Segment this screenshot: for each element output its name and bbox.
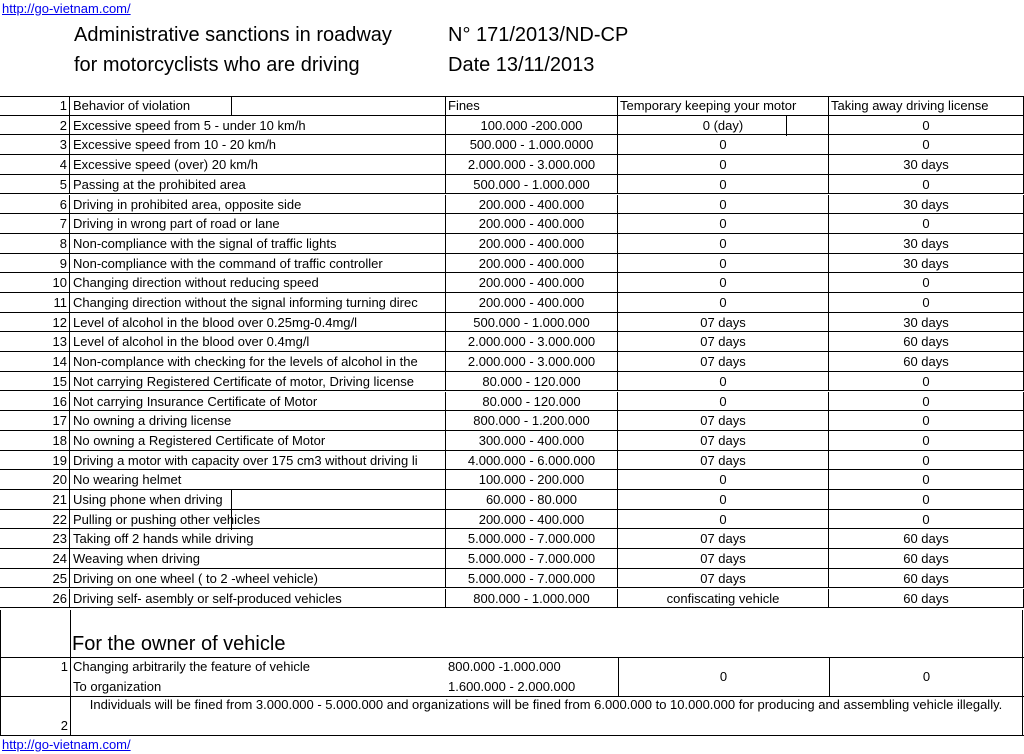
row-num: 12 [0,313,70,332]
row-fines: 100.000 - 200.000 [446,470,618,489]
row-fines: 200.000 - 400.000 [446,293,618,312]
row-keeping: 07 days [618,549,829,568]
row-keeping: 0 [618,175,829,194]
row-keeping: confiscating vehicle [618,589,829,608]
row-behavior: Driving in wrong part of road or lane [70,214,446,233]
row-fines: 800.000 - 1.200.000 [446,411,618,430]
row-keeping: 07 days [618,451,829,470]
owner-row1-behavior-a: Changing arbitrarily the feature of vehicle [73,659,311,674]
row-keeping: 0 [618,254,829,273]
row-num: 10 [0,273,70,292]
table-row [0,332,1024,352]
table-row [0,372,1024,392]
row-license: 60 days [829,549,1024,568]
row-keeping: 07 days [618,411,829,430]
table-row [0,490,1024,510]
table-row [0,431,1024,451]
table-row [0,195,1024,215]
table-row [0,529,1024,549]
row-behavior: Pulling or pushing other vehicles [70,510,446,529]
header-license: Taking away driving license [829,96,1024,115]
table-row [0,313,1024,333]
row-license: 0 [829,510,1024,529]
row-num: 11 [0,293,70,312]
grid-line [231,490,232,530]
table-header-row [0,96,1024,116]
row-fines: 5.000.000 - 7.000.000 [446,569,618,588]
row-license: 0 [829,293,1024,312]
table-row [0,135,1024,155]
row-fines: 800.000 - 1.000.000 [446,589,618,608]
owner-row2-num: 2 [60,718,68,733]
table-row [0,352,1024,372]
row-fines: 2.000.000 - 3.000.000 [446,155,618,174]
table-row [0,510,1024,530]
grid-line [0,657,1024,658]
row-fines: 60.000 - 80.000 [446,490,618,509]
row-keeping: 07 days [618,313,829,332]
site-link-bottom[interactable]: http://go-vietnam.com/ [2,737,131,752]
row-keeping: 0 [618,392,829,411]
header-fines: Fines [446,96,618,115]
table-row [0,234,1024,254]
row-behavior: Weaving when driving [70,549,446,568]
title-line-1: Administrative sanctions in roadway [74,24,392,46]
table-row [0,273,1024,293]
row-keeping: 0 [618,490,829,509]
row-num: 15 [0,372,70,391]
row-behavior: Using phone when driving [70,490,446,509]
row-num: 9 [0,254,70,273]
row-num: 3 [0,135,70,154]
grid-line [786,116,787,136]
row-behavior: Driving a motor with capacity over 175 cm3 without driving li [70,451,446,470]
table-row [0,392,1024,412]
table-row [0,470,1024,490]
row-keeping: 0 [618,510,829,529]
header-keeping: Temporary keeping your motor [618,96,829,115]
row-fines: 5.000.000 - 7.000.000 [446,529,618,548]
row-fines: 200.000 - 400.000 [446,510,618,529]
row-num: 24 [0,549,70,568]
row-fines: 500.000 - 1.000.0000 [446,135,618,154]
row-license: 0 [829,392,1024,411]
row-license: 0 [829,372,1024,391]
table-row [0,589,1024,609]
row-behavior: Level of alcohol in the blood over 0.4mg/l [70,332,446,351]
row-license: 0 [829,116,1024,135]
decree-date: Date 13/11/2013 [448,54,595,76]
row-behavior: Excessive speed from 5 - under 10 km/h [70,116,446,135]
row-num: 14 [0,352,70,371]
row-num: 7 [0,214,70,233]
row-keeping: 0 [618,195,829,214]
row-num: 16 [0,392,70,411]
row-keeping: 0 [618,470,829,489]
header-behavior: Behavior of violation [70,96,446,115]
row-num: 25 [0,569,70,588]
row-keeping: 07 days [618,332,829,351]
row-keeping: 0 [618,372,829,391]
row-fines: 2.000.000 - 3.000.000 [446,352,618,371]
row-keeping: 0 [618,214,829,233]
row-license: 0 [829,470,1024,489]
owner-row1-fines-a: 800.000 -1.000.000 [448,659,561,674]
row-license: 0 [829,135,1024,154]
row-license: 60 days [829,589,1024,608]
row-keeping: 0 [618,234,829,253]
row-keeping: 0 [618,135,829,154]
row-behavior: Excessive speed from 10 - 20 km/h [70,135,446,154]
table-row [0,175,1024,195]
row-fines: 100.000 -200.000 [446,116,618,135]
row-num: 18 [0,431,70,450]
row-num: 13 [0,332,70,351]
row-fines: 200.000 - 400.000 [446,195,618,214]
row-num: 21 [0,490,70,509]
row-license: 30 days [829,195,1024,214]
row-license: 60 days [829,332,1024,351]
row-behavior: Driving in prohibited area, opposite side [70,195,446,214]
row-license: 30 days [829,155,1024,174]
owner-row1-behavior-b: To organization [73,679,162,694]
row-fines: 200.000 - 400.000 [446,234,618,253]
row-license: 60 days [829,529,1024,548]
header-num: 1 [0,96,70,115]
row-behavior: Not carrying Registered Certificate of motor, Driving license [70,372,446,391]
row-keeping: 0 [618,273,829,292]
row-keeping: 0 [618,293,829,312]
row-license: 60 days [829,352,1024,371]
decree-number: N° 171/2013/ND-CP [448,24,629,46]
grid-line [70,610,71,736]
row-fines: 80.000 - 120.000 [446,392,618,411]
row-num: 19 [0,451,70,470]
row-license: 0 [829,214,1024,233]
row-behavior: Non-compliance with the signal of traffic lights [70,234,446,253]
row-behavior: No wearing helmet [70,470,446,489]
row-keeping: 07 days [618,529,829,548]
row-fines: 5.000.000 - 7.000.000 [446,549,618,568]
row-license: 0 [829,273,1024,292]
owner-row1-fines-b: 1.600.000 - 2.000.000 [448,679,576,694]
row-fines: 300.000 - 400.000 [446,431,618,450]
row-num: 26 [0,589,70,608]
row-num: 20 [0,470,70,489]
table-row [0,451,1024,471]
site-link-top[interactable]: http://go-vietnam.com/ [2,1,131,16]
grid-line [0,735,1024,736]
row-behavior: Changing direction without reducing speed [70,273,446,292]
table-row [0,293,1024,313]
row-license: 60 days [829,569,1024,588]
row-fines: 200.000 - 400.000 [446,214,618,233]
row-license: 0 [829,451,1024,470]
row-license: 0 [829,431,1024,450]
row-behavior: Level of alcohol in the blood over 0.25mg-0.4mg/l [70,313,446,332]
owner-row2-text: Individuals will be fined from 3.000.000 - 5.000.000 and organizations will be fined from 6.000.000 to 10.000.000 for producing and assembling vehicle illegally. [89,697,1003,712]
row-fines: 200.000 - 400.000 [446,273,618,292]
row-behavior: Driving self- asembly or self-produced vehicles [70,589,446,608]
row-keeping: 07 days [618,569,829,588]
table-row [0,254,1024,274]
owner-section-title: For the owner of vehicle [72,633,286,655]
row-license: 0 [829,411,1024,430]
row-behavior: Changing direction without the signal informing turning direc [70,293,446,312]
row-behavior: No owning a Registered Certificate of Motor [70,431,446,450]
table-row [0,116,1024,136]
row-fines: 500.000 - 1.000.000 [446,175,618,194]
row-license: 30 days [829,234,1024,253]
row-num: 4 [0,155,70,174]
grid-line [231,96,232,116]
row-fines: 500.000 - 1.000.000 [446,313,618,332]
row-license: 0 [829,490,1024,509]
table-row [0,549,1024,569]
row-num: 5 [0,175,70,194]
row-behavior: Driving on one wheel ( to 2 -wheel vehicle) [70,569,446,588]
row-keeping: 07 days [618,352,829,371]
row-keeping: 0 [618,155,829,174]
owner-row1-license: 0 [922,669,931,684]
title-line-2: for motorcyclists who are driving [74,54,360,76]
row-num: 6 [0,195,70,214]
row-num: 8 [0,234,70,253]
table-row [0,411,1024,431]
row-num: 22 [0,510,70,529]
row-behavior: Taking off 2 hands while driving [70,529,446,548]
owner-row1-num: 1 [60,659,68,674]
row-license: 30 days [829,254,1024,273]
table-row [0,155,1024,175]
table-row [0,569,1024,589]
owner-row1-keeping: 0 [719,669,728,684]
row-fines: 80.000 - 120.000 [446,372,618,391]
row-license: 30 days [829,313,1024,332]
row-behavior: Not carrying Insurance Certificate of Motor [70,392,446,411]
row-num: 23 [0,529,70,548]
row-license: 0 [829,175,1024,194]
row-behavior: Non-compliance with the command of traffic controller [70,254,446,273]
row-num: 2 [0,116,70,135]
row-behavior: Excessive speed (over) 20 km/h [70,155,446,174]
row-num: 17 [0,411,70,430]
row-keeping: 0 (day) [618,116,829,135]
row-fines: 4.000.000 - 6.000.000 [446,451,618,470]
row-behavior: Non-complance with checking for the levels of alcohol in the [70,352,446,371]
row-behavior: Passing at the prohibited area [70,175,446,194]
row-behavior: No owning a driving license [70,411,446,430]
row-fines: 2.000.000 - 3.000.000 [446,332,618,351]
table-row [0,214,1024,234]
row-fines: 200.000 - 400.000 [446,254,618,273]
row-keeping: 07 days [618,431,829,450]
